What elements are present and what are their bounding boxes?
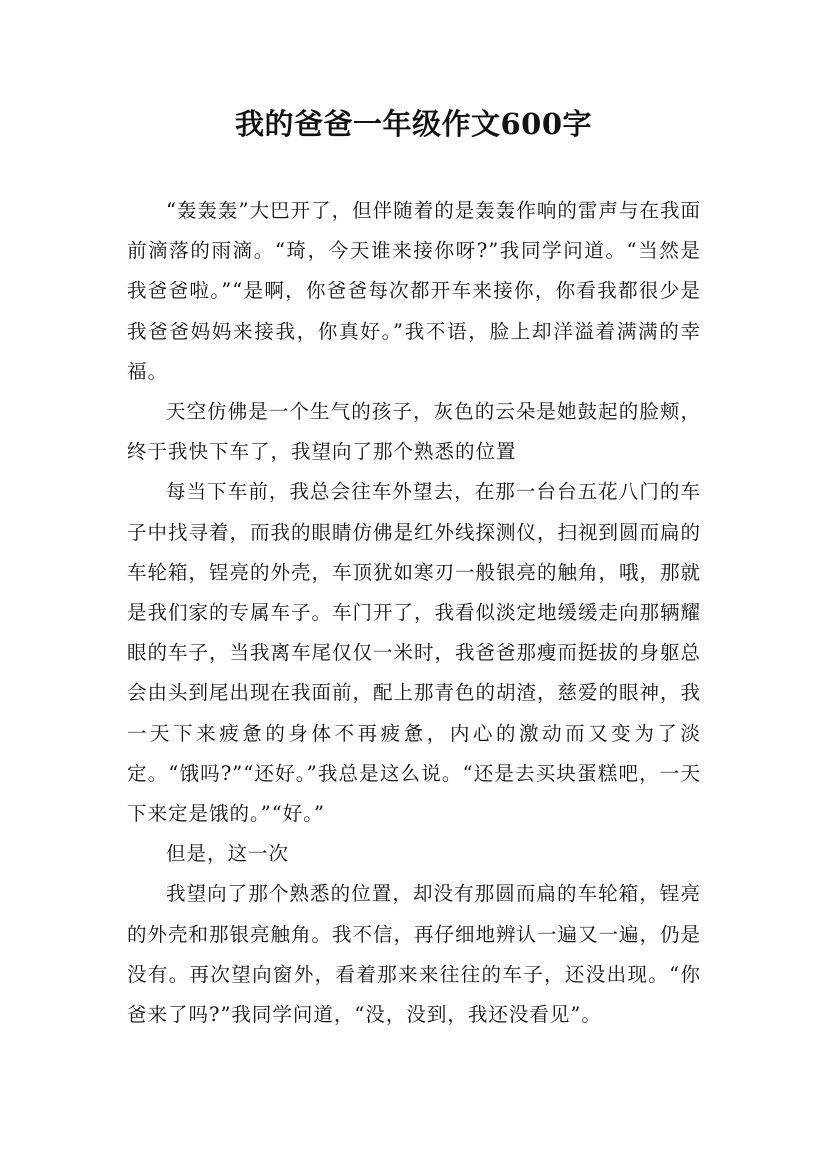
paragraph: 天空仿佛是一个生气的孩子，灰色的云朵是她鼓起的脸颊，终于我快下车了，我望向了那个熟悉的位置 <box>127 400 701 464</box>
paragraph: 我望向了那个熟悉的位置，却没有那圆而扁的车轮箱，锃亮的外壳和那银亮触角。我不信，再仔细地辨认一遍又一遍，仍是没有。再次望向窗外，看着那来来往往的车子，还没出现。“你爸来了吗?”我同学问道，“没，没到，我还没看见”。 <box>127 882 702 1027</box>
document-title: 我的爸爸一年级作文600字 <box>234 107 593 141</box>
paragraph: “轰轰轰”大巴开了，但伴随着的是轰轰作响的雷声与在我面前滴落的雨滴。“琦，今天谁来接你呀?”我同学问道。“当然是我爸爸啦。”“是啊，你爸爸每次都开车来接你，你看我都很少是我爸爸妈妈来接我，你真好。”我不语，脸上却洋溢着满满的幸福。 <box>127 199 701 383</box>
essay-body <box>127 191 701 1035</box>
paragraph: 但是，这一次 <box>166 842 290 866</box>
paragraph: 每当下车前，我总会往车外望去，在那一台台五花八门的车子中找寻着，而我的眼睛仿佛是红外线探测仪，扫视到圆而扁的车轮箱，锃亮的外壳，车顶犹如寒刃一般银亮的触角，哦，那就是我们家的专属车子。车门开了，我看似淡定地缓缓走向那辆耀眼的车子，当我离车尾仅仅一米时，我爸爸那瘦而挺拔的身躯总会由头到尾出现在我面前，配上那青色的胡渣，慈爱的眼神，我一天下来疲惫的身体不再疲惫，内心的激动而又变为了淡定。“饿吗?”“还好。”我总是这么说。“还是去买块蛋糕吧，一天下来定是饿的。”“好。” <box>127 480 702 826</box>
